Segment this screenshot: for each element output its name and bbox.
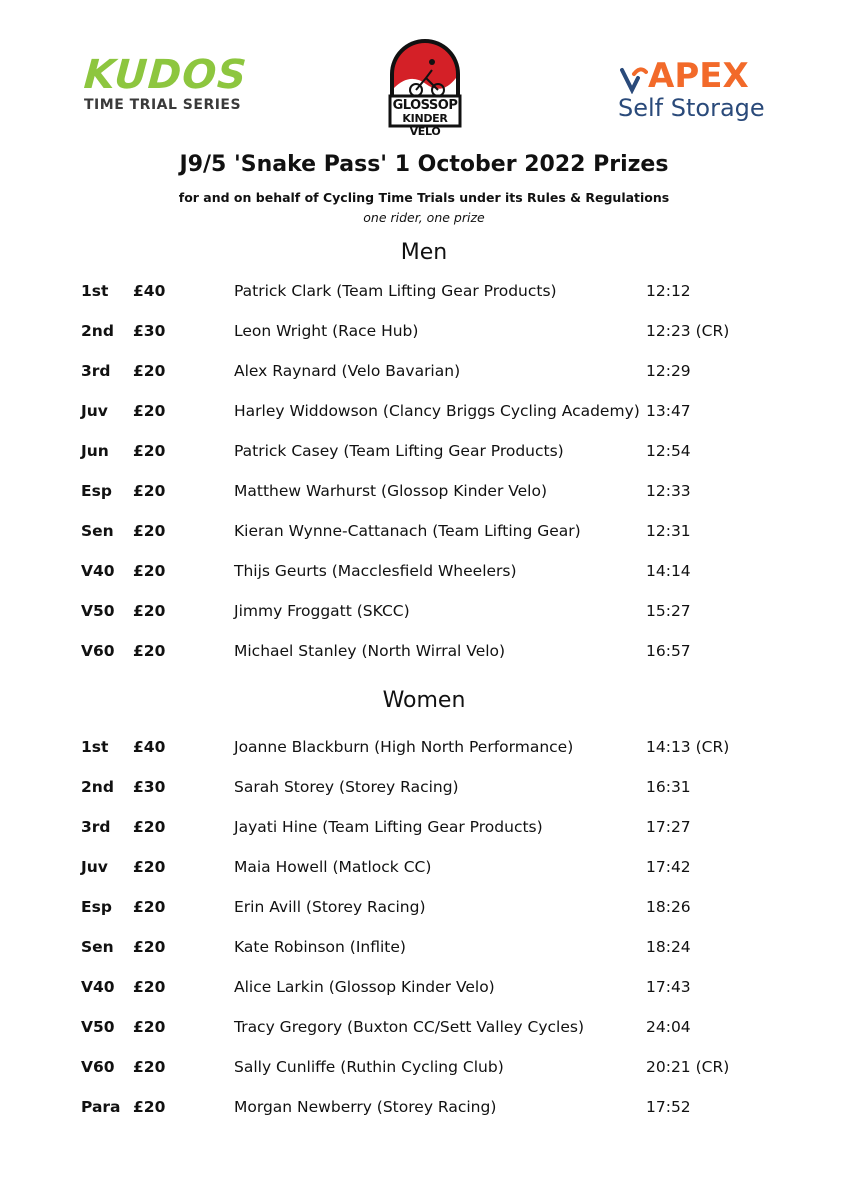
rider: Harley Widdowson (Clancy Briggs Cycling Academy)	[234, 402, 640, 420]
rider: Jimmy Froggatt (SKCC)	[234, 602, 410, 620]
prize-row	[0, 400, 848, 440]
rider: Sally Cunliffe (Ruthin Cycling Club)	[234, 1058, 504, 1076]
time: 14:14	[646, 562, 691, 580]
time: 12:54	[646, 442, 691, 460]
time: 17:27	[646, 818, 691, 836]
time: 14:13 (CR)	[646, 738, 730, 756]
page-subtitle: for and on behalf of Cycling Time Trials under its Rules & Regulations	[178, 190, 670, 205]
rider: Joanne Blackburn (High North Performance)	[234, 738, 574, 756]
category: V50	[81, 602, 115, 620]
prize-row	[0, 736, 848, 776]
time: 12:29	[646, 362, 691, 380]
prize-amount: £20	[133, 402, 166, 420]
time: 16:57	[646, 642, 691, 660]
prize-row	[0, 896, 848, 936]
rider: Patrick Clark (Team Lifting Gear Products)	[234, 282, 557, 300]
apex-brand: APEX	[648, 56, 749, 96]
time: 12:31	[646, 522, 691, 540]
prize-amount: £20	[133, 482, 166, 500]
time: 20:21 (CR)	[646, 1058, 730, 1076]
prize-amount: £20	[133, 858, 166, 876]
rider: Maia Howell (Matlock CC)	[234, 858, 432, 876]
prize-amount: £20	[133, 602, 166, 620]
prize-amount: £20	[133, 562, 166, 580]
prize-amount: £20	[133, 362, 166, 380]
prize-row	[0, 1096, 848, 1136]
rider: Leon Wright (Race Hub)	[234, 322, 419, 340]
glossop-kinder-velo-logo	[386, 38, 464, 138]
prize-row	[0, 320, 848, 360]
rider: Michael Stanley (North Wirral Velo)	[234, 642, 506, 660]
rider: Thijs Geurts (Macclesfield Wheelers)	[234, 562, 517, 580]
prize-row	[0, 1056, 848, 1096]
category: 2nd	[81, 778, 114, 796]
prize-row	[0, 856, 848, 896]
category: Para	[81, 1098, 121, 1116]
rider: Patrick Casey (Team Lifting Gear Products)	[234, 442, 564, 460]
time: 12:33	[646, 482, 691, 500]
prize-amount: £30	[133, 778, 166, 796]
time: 17:42	[646, 858, 691, 876]
category: 2nd	[81, 322, 114, 340]
prize-amount: £40	[133, 282, 166, 300]
prize-row	[0, 640, 848, 680]
glossop-line1: GLOSSOP	[392, 98, 458, 113]
time: 17:43	[646, 978, 691, 996]
time: 12:23 (CR)	[646, 322, 730, 340]
men-heading: Men	[400, 240, 448, 265]
prize-amount: £20	[133, 522, 166, 540]
prize-amount: £20	[133, 1098, 166, 1116]
prize-row	[0, 1016, 848, 1056]
time: 18:24	[646, 938, 691, 956]
page-title: J9/5 'Snake Pass' 1 October 2022 Prizes	[179, 152, 669, 177]
prize-amount: £20	[133, 818, 166, 836]
time: 15:27	[646, 602, 691, 620]
prize-amount: £20	[133, 1058, 166, 1076]
kudos-tagline: TIME TRIAL SERIES	[84, 97, 242, 113]
category: 3rd	[81, 818, 111, 836]
prize-row	[0, 520, 848, 560]
time: 17:52	[646, 1098, 691, 1116]
category: V50	[81, 1018, 115, 1036]
rider: Matthew Warhurst (Glossop Kinder Velo)	[234, 482, 548, 500]
category: Sen	[81, 938, 114, 956]
prize-row	[0, 600, 848, 640]
prize-amount: £20	[133, 938, 166, 956]
prize-amount: £20	[133, 442, 166, 460]
category: 1st	[81, 738, 109, 756]
time: 24:04	[646, 1018, 691, 1036]
prize-row	[0, 776, 848, 816]
prize-row	[0, 816, 848, 856]
prize-row	[0, 976, 848, 1016]
apex-tagline: Self Storage	[618, 94, 765, 122]
apex-self-storage-logo	[618, 58, 778, 128]
category: V60	[81, 642, 115, 660]
category: 3rd	[81, 362, 111, 380]
category: Esp	[81, 898, 112, 916]
women-prize-list	[0, 736, 848, 1136]
category: Jun	[81, 442, 109, 460]
prize-row	[0, 280, 848, 320]
apex-mark-icon	[620, 64, 648, 94]
prize-amount: £20	[133, 978, 166, 996]
women-heading: Women	[382, 688, 466, 713]
category: Sen	[81, 522, 114, 540]
prize-row	[0, 480, 848, 520]
category: V40	[81, 562, 115, 580]
prize-row	[0, 560, 848, 600]
rider: Jayati Hine (Team Lifting Gear Products)	[234, 818, 543, 836]
prize-amount: £20	[133, 1018, 166, 1036]
kudos-logo	[82, 52, 254, 125]
category: 1st	[81, 282, 109, 300]
time: 18:26	[646, 898, 691, 916]
prize-amount: £30	[133, 322, 166, 340]
category: V60	[81, 1058, 115, 1076]
category: Esp	[81, 482, 112, 500]
prize-row	[0, 936, 848, 976]
rider: Kate Robinson (Inflite)	[234, 938, 406, 956]
time: 16:31	[646, 778, 691, 796]
category: V40	[81, 978, 115, 996]
men-prize-list	[0, 280, 848, 680]
time: 13:47	[646, 402, 691, 420]
category: Juv	[81, 402, 108, 420]
category: Juv	[81, 858, 108, 876]
time: 12:12	[646, 282, 691, 300]
prize-amount: £20	[133, 898, 166, 916]
rider: Alice Larkin (Glossop Kinder Velo)	[234, 978, 495, 996]
glossop-line2: KINDER VELO	[402, 112, 448, 138]
rider: Sarah Storey (Storey Racing)	[234, 778, 459, 796]
kudos-brand: KUDOS	[82, 52, 249, 98]
prize-row	[0, 440, 848, 480]
rider: Erin Avill (Storey Racing)	[234, 898, 426, 916]
rider: Kieran Wynne-Cattanach (Team Lifting Gear)	[234, 522, 581, 540]
rule-note: one rider, one prize	[363, 210, 485, 225]
prize-amount: £20	[133, 642, 166, 660]
rider: Alex Raynard (Velo Bavarian)	[234, 362, 461, 380]
rider: Tracy Gregory (Buxton CC/Sett Valley Cycles)	[234, 1018, 584, 1036]
prize-row	[0, 360, 848, 400]
rider: Morgan Newberry (Storey Racing)	[234, 1098, 497, 1116]
prize-amount: £40	[133, 738, 166, 756]
